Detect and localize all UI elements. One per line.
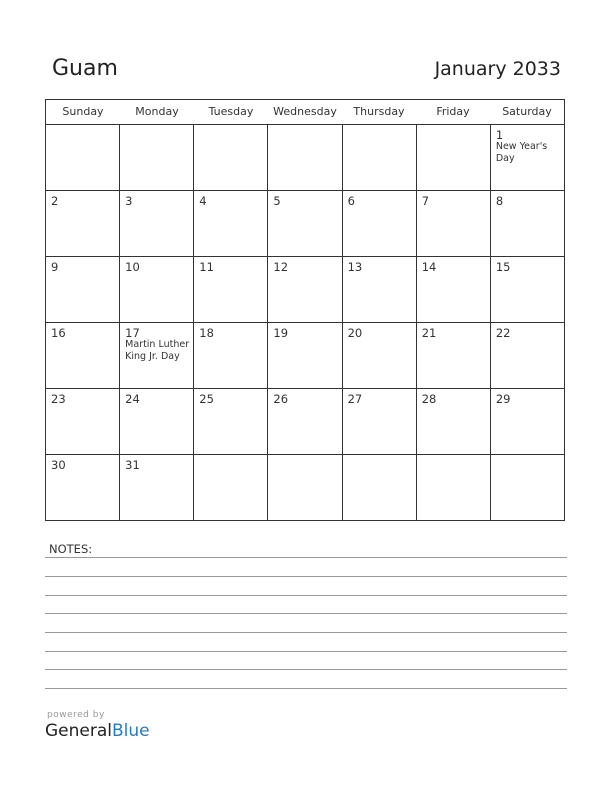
day-cell (46, 191, 119, 256)
day-number: 9 (51, 260, 59, 274)
weekday-monday: Monday (135, 105, 179, 118)
day-cell (193, 455, 267, 520)
day-number: 19 (273, 326, 289, 340)
day-cell (46, 389, 119, 454)
day-number: 25 (199, 392, 214, 406)
day-cell (193, 191, 267, 256)
day-cell (416, 125, 490, 190)
notes-line (45, 669, 567, 670)
day-cell (119, 455, 193, 520)
day-cell (490, 125, 564, 190)
weekday-thursday: Thursday (353, 105, 405, 118)
brand-general: General (45, 721, 112, 741)
day-cell (267, 323, 341, 388)
notes-line (45, 632, 567, 633)
day-number: 18 (199, 326, 214, 340)
day-cell (46, 125, 119, 190)
notes-line (45, 595, 567, 596)
notes-line (45, 651, 567, 652)
day-cell (490, 389, 564, 454)
day-cell (342, 125, 416, 190)
weekday-header (46, 100, 564, 125)
week-row (46, 191, 564, 257)
day-number: 16 (51, 326, 66, 340)
day-cell (416, 323, 490, 388)
notes-line (45, 613, 567, 614)
day-number: 6 (347, 194, 355, 208)
day-number: 21 (421, 326, 437, 340)
notes-label: NOTES: (49, 542, 93, 556)
day-number: 2 (51, 194, 59, 208)
holiday-label: New Year's Day (495, 141, 548, 164)
day-number: 11 (199, 260, 214, 274)
day-cell (490, 257, 564, 322)
day-number: 27 (347, 392, 363, 406)
weekday-sunday: Sunday (62, 105, 104, 118)
day-cell (267, 257, 341, 322)
day-number: 7 (421, 194, 430, 208)
day-number: 10 (125, 260, 140, 274)
day-cell (267, 191, 341, 256)
day-number: 28 (421, 392, 437, 406)
day-number: 12 (273, 260, 289, 274)
day-number: 5 (273, 194, 281, 208)
day-number: 1 (495, 128, 504, 142)
weekday-saturday: Saturday (502, 105, 552, 118)
day-number: 8 (495, 194, 504, 208)
weekday-tuesday: Tuesday (208, 105, 254, 118)
day-cell (119, 125, 193, 190)
day-cell (490, 323, 564, 388)
day-cell (416, 191, 490, 256)
day-cell (193, 323, 267, 388)
brand-logo (45, 721, 150, 741)
day-number: 3 (125, 194, 133, 208)
day-number: 4 (199, 194, 207, 208)
day-number: 20 (347, 326, 363, 340)
day-cell (193, 389, 267, 454)
day-cell (342, 257, 416, 322)
day-number: 23 (51, 392, 66, 406)
day-cell (119, 323, 193, 388)
week-row (46, 257, 564, 323)
week-row (46, 125, 564, 191)
day-cell (119, 191, 193, 256)
day-cell (46, 257, 119, 322)
day-number: 13 (347, 260, 363, 274)
day-cell (193, 257, 267, 322)
day-number: 26 (273, 392, 289, 406)
day-cell (267, 389, 341, 454)
day-number: 30 (51, 458, 66, 472)
day-cell (193, 125, 267, 190)
brand-blue: Blue (112, 721, 150, 741)
weekday-wednesday: Wednesday (273, 105, 337, 118)
day-cell (416, 389, 490, 454)
day-cell (267, 125, 341, 190)
notes-line (45, 557, 567, 558)
day-number: 17 (125, 326, 140, 340)
region-title: Guam (52, 56, 118, 81)
day-cell (267, 455, 341, 520)
day-cell (342, 455, 416, 520)
day-number: 29 (495, 392, 511, 406)
calendar-grid (45, 99, 565, 521)
day-cell (119, 389, 193, 454)
day-cell (416, 257, 490, 322)
day-cell (46, 455, 119, 520)
day-cell (490, 455, 564, 520)
day-number: 15 (495, 260, 511, 274)
holiday-label: Martin Luther King Jr. Day (125, 339, 190, 362)
day-number: 31 (125, 458, 140, 472)
day-cell (342, 389, 416, 454)
month-year-title: January 2033 (434, 58, 561, 80)
week-row (46, 389, 564, 455)
weekday-friday: Friday (436, 105, 470, 118)
day-number: 14 (421, 260, 437, 274)
day-cell (119, 257, 193, 322)
powered-by-text: powered by (47, 710, 105, 720)
day-cell (342, 191, 416, 256)
week-row (46, 323, 564, 389)
notes-line (45, 576, 567, 577)
day-cell (490, 191, 564, 256)
day-cell (342, 323, 416, 388)
day-cell (416, 455, 490, 520)
notes-line (45, 688, 567, 689)
day-number: 22 (495, 326, 511, 340)
weeks-container (46, 125, 564, 520)
day-number: 24 (125, 392, 140, 406)
day-cell (46, 323, 119, 388)
week-row (46, 455, 564, 520)
